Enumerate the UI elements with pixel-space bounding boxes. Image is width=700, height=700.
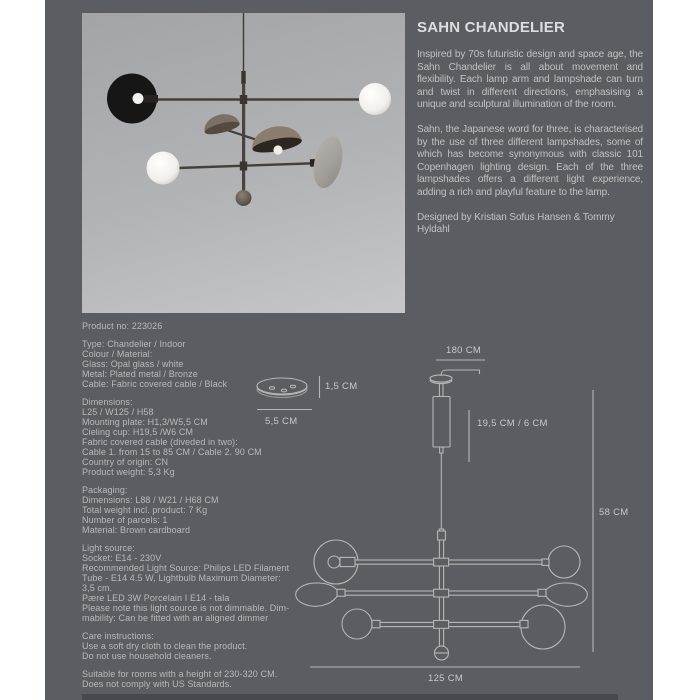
spec-line: Please note this light source is not dimmable. Dim- [82,603,290,614]
spec-line: Recommended Light Source: Philips LED Filament [82,562,290,573]
spec-line: mability: Can be fitted with an aligned dimmer [82,613,269,624]
spec-line: Use a soft dry cloth to clean the product. [82,641,248,652]
dim-label-lamp-height: 58 CM [599,507,629,518]
footer-divider-bar [82,694,618,700]
dim-label-cable-length: 180 CM [446,345,482,356]
spec-line: Do not use household cleaners. [82,651,212,662]
spec-line: Does not comply with US Standards. [82,678,232,689]
spec-line: Number of parcels: 1 [82,515,168,526]
spec-line: Light source: [82,542,135,553]
product-info-column [417,19,643,237]
spec-line: Fabric covered cable (diveded in two): [82,436,238,447]
description-paragraph: Sahn, the Japanese word for three, is characterised by the use of three different lampshades, some of which has become synonymous with classic 101 Copenhagen lighting design. Each of the three lampshades offers a different light experience, adding a rich and playful feature to the lamp. [417,123,643,198]
product-description [417,49,643,200]
technical-drawings [250,340,610,692]
spec-line: Cieling cup: H19,5 /W6 CM [82,426,194,437]
chandelier-photo-illustration [82,13,405,313]
bulb [133,93,144,104]
spec-line: Suitable for rooms with a height of 230-320 CM. [82,668,278,679]
mounting-plate-drawing [257,376,320,410]
chandelier-line-drawing [296,390,593,667]
spec-line [82,331,322,339]
bulb [273,145,282,154]
spec-line: Country of origin: CN [82,457,169,468]
spec-line: Packaging: [82,484,128,495]
spec-line: Material: Brown cardboard [82,525,191,536]
spec-line: Cable: Fabric covered cable / Black [82,378,228,389]
description-paragraph: Inspired by 70s futuristic design and space age, the Sahn Chandelier is all about movement and flexibility. Each lamp arm and lampshade can turn and twist in different directions, emphasising a unique and sculptural illumination of the room. [417,49,643,111]
flat-disc-shade [309,133,347,191]
spec-line: Cable 1. from 15 to 85 CM / Cable 2. 90 CM [82,447,262,458]
spec-line: Type: Chandelier / Indoor [82,338,186,349]
spec-line: 3,5 cm. [82,583,113,594]
spec-line: Tube - E14 4.5 W, Lightbulb Maximum Diameter: [82,573,281,584]
spec-line: Pære LED 3W Porcelain I E14 - tala [82,593,230,604]
spec-line: Dimensions: L88 / W21 / H68 CM [82,494,219,505]
dim-label-plate-height: 1,5 CM [325,381,358,392]
spec-line: Product weight: 5,3 Kg [82,467,175,478]
dim-label-plate-width: 5,5 CM [265,416,298,427]
spec-line: Socket: E14 - 230V [82,552,162,563]
spec-line: Total weight incl. product: 7 Kg [82,505,208,515]
page-title: SAHN CHANDELIER [417,19,566,36]
finial-ball [236,190,252,206]
product-photo [82,13,405,313]
spec-line: Care instructions: [82,631,154,642]
ceiling-cup-drawing [430,360,485,529]
spec-line: Metal: Plated metal / Bronze [82,368,198,379]
opal-globe [359,83,391,115]
spec-line: L25 / W125 / H58 [82,406,154,417]
dim-label-ceiling-cup: 19,5 CM / 6 CM [477,418,548,429]
dim-label-lamp-width: 125 CM [428,673,464,684]
spec-line: Dimensions: [82,396,133,407]
spec-line: Mounting plate: H1,3/W5,5 CM [82,416,208,427]
spec-line: Colour / Material: [82,348,153,359]
opal-globe [147,152,180,185]
spec-line: Product no: 223026 [82,321,163,331]
spec-line: Glass: Opal glass / white [82,358,184,369]
designer-credit: Designed by Kristian Sofus Hansen & Tommy Hyldahl [417,211,615,236]
